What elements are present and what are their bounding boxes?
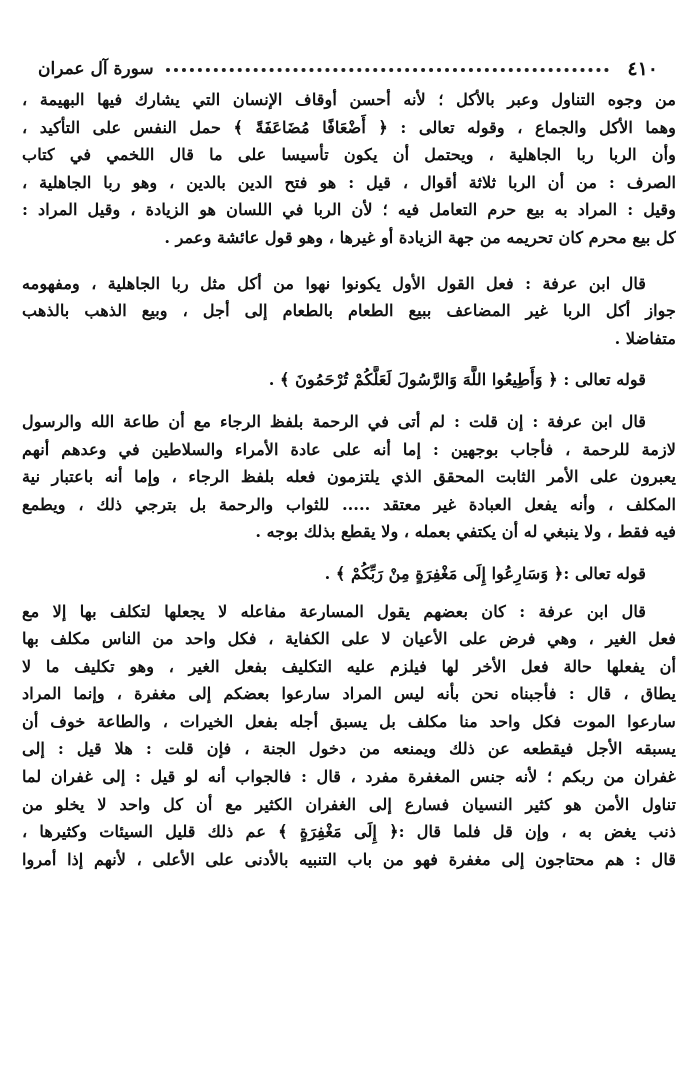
text-line: ذنب يغض به ، وإن قل فلما قال :﴿ إِلَى مَغْفِرَةٍ ﴾ عم ذلك قليل السيئات وكثيرها ، [22, 822, 676, 842]
text-line: وهما الأكل والجماع ، وقوله تعالى : ﴿ أَضْعَافًا مُضَاعَفَةً ﴾ حمل النفس على التأكيد ، [22, 117, 676, 137]
text-line: غفران من ربكم ؛ لأنه جنس المغفرة مفرد ، قال : فالجواب أنه لو قيل : إلى غفران لما [22, 767, 676, 787]
verse-heading [22, 560, 676, 588]
text-line: الصرف : من أن الربا ثلاثة أقوال ، قيل : هو فتح الدين بالدين ، وهو ربا الجاهلية ، [22, 172, 676, 192]
paragraph [22, 598, 676, 874]
paragraph [22, 86, 676, 252]
text-line: وقيل : المراد به بيع حرم التعامل فيه ؛ لأن الربا في اللسان هو الزيادة ، وقيل المراد : [22, 200, 676, 220]
text-line: يطاق ، قال : فأجبناه نحن بأنه ليس المراد سارعوا بعضكم إلى مغفرة ، وإنما المراد [22, 684, 676, 704]
text-line: وأن الربا ربا الجاهلية ، ويحتمل أن يكون تأسيسا على ما قال اللخمي في كتاب [22, 145, 676, 165]
text-line: قال : هم محتاجون إلى مغفرة فهو من باب التنبيه بالأدنى على الأعلى ، لأنهم إذا أمروا [22, 849, 676, 869]
text-line: يعبرون على الأمر الثابت المحقق الذي يلتزمون فعله بلفظ الرجاء ، وإما أنه باعتبار نية [22, 467, 676, 487]
book-page [22, 52, 676, 1084]
text-line: كل بيع محرم كان تحريمه من جهة الزيادة أو غيرها ، وهو قول عائشة وعمر . [164, 227, 676, 247]
verse-heading [22, 366, 676, 394]
text-line: المكلف ، وأنه يفعل العبادة غير معتقد ..... للثواب والرحمة بل بترجي ذلك ، ويطمع [22, 494, 676, 514]
text-line: يسبقه الأجل فيقطعه عن ذلك ويمنعه من دخول الجنة ، فإن قلت : هلا قيل : إلى [22, 739, 676, 759]
text-line: من وجوه التناول وعبر بالأكل ؛ لأنه أحسن أوقاف الإنسان التي يشارك فيها البهيمة ، [22, 90, 676, 109]
text-line: تناول الأمن هو كثير النسيان فسارع إلى الغفران الكثير مع أن كل واحد لا يخلو من [22, 794, 676, 814]
page-number: ٤١٠ [627, 58, 658, 80]
text-line: سارعوا الموت فكل واحد منا مكلف بل يسبق أجله بفعل الخيرات ، والطاعة خوف أن [22, 711, 676, 731]
text-line: جواز أكل الربا غير المضاعف ببيع الطعام بالطعام إلى أجل ، وبيع الذهب بالذهب [22, 301, 676, 321]
text-line: قال ابن عرفة : كان بعضهم يقول المسارعة مفاعله لا يجعلها لتكلف بها إلا مع [22, 601, 646, 621]
text-line: قال ابن عرفة : فعل القول الأول يكونوا نهوا من أكل مثل ربا الجاهلية ، ومفهومه [22, 273, 646, 293]
paragraph [22, 408, 676, 546]
text-line: أن يفعلها حالة فعل الأخر لها فيلزم عليه التكليف بفعل الغير ، وهو تكليف ما لا [22, 656, 676, 676]
page-header [22, 52, 676, 86]
text-line: لازمة للرحمة ، فأجاب بوجهين : إما أنه على عادة الأمراء والسلاطين في وعدهم أنهم [22, 439, 676, 459]
surah-title: سورة آل عمران [38, 59, 154, 79]
text-line: قال ابن عرفة : إن قلت : لم أتى في الرحمة بلفظ الرجاء مع أن طاعة الله والرسول [22, 411, 646, 431]
page-content [22, 86, 676, 873]
verse-line: قوله تعالى :﴿ وَسَارِعُوا إِلَى مَغْفِرَةٍ مِنْ رَبِّكُمْ ﴾ . [324, 563, 646, 583]
text-line: فيه فقط ، ولا ينبغي له أن يكتفي بعمله ، ولا يقطع بذلك بوجه . [255, 522, 676, 542]
verse-line: قوله تعالى : ﴿ وَأَطِيعُوا اللَّهَ وَالرَّسُولَ لَعَلَّكُمْ تُرْحَمُونَ ﴾ . [268, 370, 646, 390]
paragraph [22, 270, 676, 353]
header-dotted-rule [166, 68, 610, 72]
text-line: متفاضلا . [614, 328, 676, 348]
text-line: فعل الغير ، وهي فرض على الأعيان لا على الكفاية ، فكل واحد من الناس مكلف بها [22, 629, 676, 649]
